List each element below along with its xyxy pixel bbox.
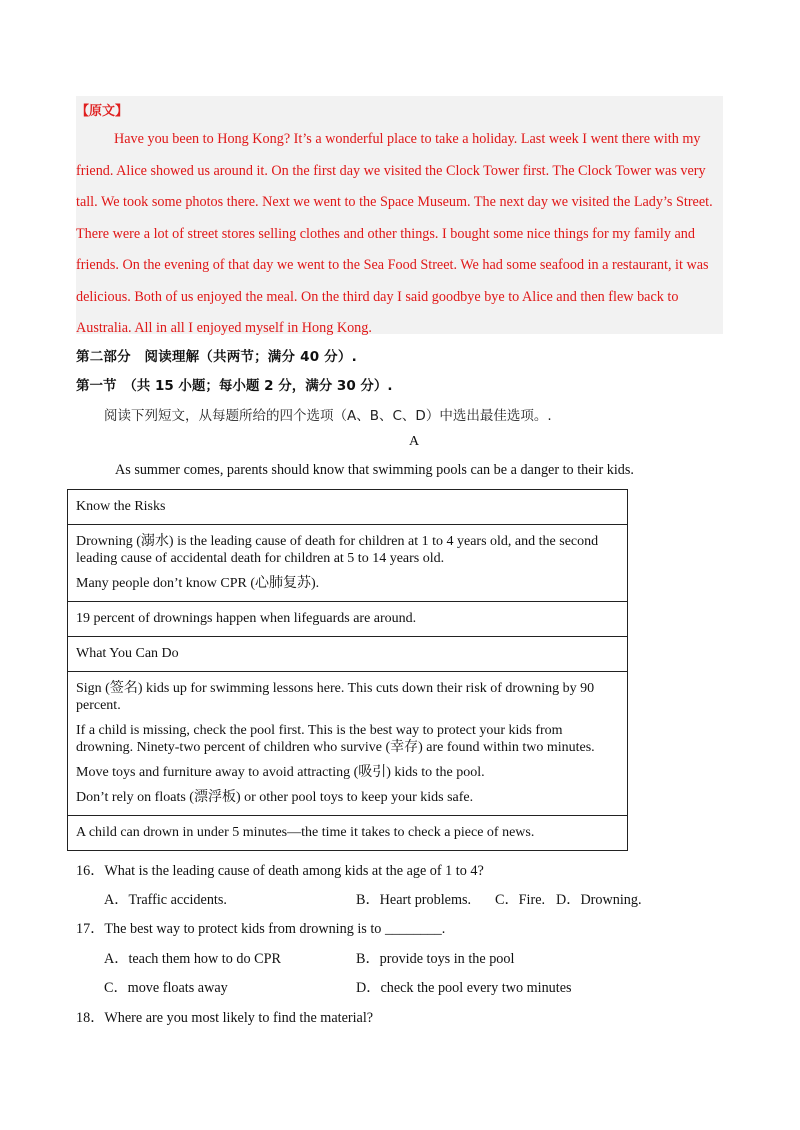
option-text: teach them how to do CPR xyxy=(128,951,281,967)
option-text: Traffic accidents. xyxy=(128,892,227,908)
option-17a xyxy=(104,948,281,968)
option-label: B． xyxy=(356,951,380,967)
action-text: If a child is missing, check the pool first. This is the best way to protect your kids from drowning. Ninety-two percent of children who survive (幸存) are found within two minutes. xyxy=(76,723,595,755)
question-number: 17． xyxy=(76,921,105,937)
option-16d xyxy=(556,889,642,909)
table-row xyxy=(68,525,628,602)
table-cell-footer: A child can drown in under 5 minutes—the time it takes to check a piece of news. xyxy=(68,816,628,851)
option-text: provide toys in the pool xyxy=(379,951,515,967)
action-text: Move toys and furniture away to avoid attracting (吸引) kids to the pool. xyxy=(76,765,485,780)
option-16b xyxy=(356,889,471,909)
option-label: C． xyxy=(495,892,519,908)
option-16c xyxy=(495,889,545,909)
table-cell-risk-2: 19 percent of drownings happen when lifeguards are around. xyxy=(68,602,628,637)
option-label: D． xyxy=(356,980,381,996)
original-text-box xyxy=(76,96,723,334)
table-cell-risk-1 xyxy=(68,525,628,602)
table-row xyxy=(68,816,628,851)
risk-text: Many people don’t know CPR (心肺复苏). xyxy=(76,576,320,591)
option-text: Heart problems. xyxy=(379,892,472,908)
table-cell-risks-heading: Know the Risks xyxy=(68,490,628,525)
part-heading: 第二部分 阅读理解（共两节；满分 40 分）. xyxy=(76,349,357,365)
option-16a xyxy=(104,889,227,909)
table-row xyxy=(68,672,628,816)
action-text: Sign (签名) kids up for swimming lessons here. This cuts down their risk of drowning by 90 percent. xyxy=(76,681,595,713)
table-cell-actions-heading: What You Can Do xyxy=(68,637,628,672)
table-row xyxy=(68,602,628,637)
option-text: Fire. xyxy=(518,892,546,908)
passage-intro: As summer comes, parents should know that swimming pools can be a danger to their kids. xyxy=(115,462,634,478)
question-18 xyxy=(76,1007,373,1027)
risk-text: Drowning (溺水) is the leading cause of death for children at 1 to 4 years old, and the second leading cause of accidental death for children at 5 to 14 years old. xyxy=(76,534,599,566)
table-row xyxy=(68,490,628,525)
question-text: Where are you most likely to find the material? xyxy=(104,1010,374,1026)
option-label: A． xyxy=(104,951,129,967)
original-heading: 【原文】 xyxy=(76,104,129,119)
section-heading: 第一节 （共 15 小题；每小题 2 分，满分 30 分）. xyxy=(76,378,393,394)
option-label: A． xyxy=(104,892,129,908)
table-row xyxy=(68,637,628,672)
option-17d xyxy=(356,977,572,997)
passage-label: A xyxy=(408,434,420,449)
option-17c xyxy=(104,977,228,997)
option-label: B． xyxy=(356,892,380,908)
option-label: C． xyxy=(104,980,128,996)
question-text: The best way to protect kids from drowning is to ________. xyxy=(104,921,446,937)
option-label: D． xyxy=(556,892,581,908)
question-text: What is the leading cause of death among kids at the age of 1 to 4? xyxy=(104,863,484,879)
question-17 xyxy=(76,918,445,938)
question-number: 16． xyxy=(76,863,105,879)
option-text: Drowning. xyxy=(580,892,642,908)
option-text: check the pool every two minutes xyxy=(380,980,572,996)
table-cell-actions xyxy=(68,672,628,816)
option-17b xyxy=(356,948,514,968)
question-number: 18． xyxy=(76,1010,105,1026)
option-text: move floats away xyxy=(127,980,228,996)
question-16 xyxy=(76,860,484,880)
info-table xyxy=(67,489,628,851)
original-passage: Have you been to Hong Kong? It’s a wonderful place to take a holiday. Last week I went there with my friend. Alice showed us around it. On the first day we visited the Clock Tower first. The Clock Tower was very tall. We took some photos there. Next we went to the Space Museum. The next day we visited the Lady’s Street. There were a lot of street stores selling clothes and other things. I bought some nice things for my family and friends. On the evening of that day we went to the Sea Food Street. We had some seafood in a restaurant, it was delicious. Both of us enjoyed the meal. On the third day I said goodbye bye to Alice and then flew back to Australia. All in all I enjoyed myself in Hong Kong. xyxy=(76,131,713,336)
action-text: Don’t rely on floats (漂浮板) or other pool toys to keep your kids safe. xyxy=(76,790,474,805)
instructions: 阅读下列短文，从每题所给的四个选项（A、B、C、D）中选出最佳选项。. xyxy=(104,408,552,424)
